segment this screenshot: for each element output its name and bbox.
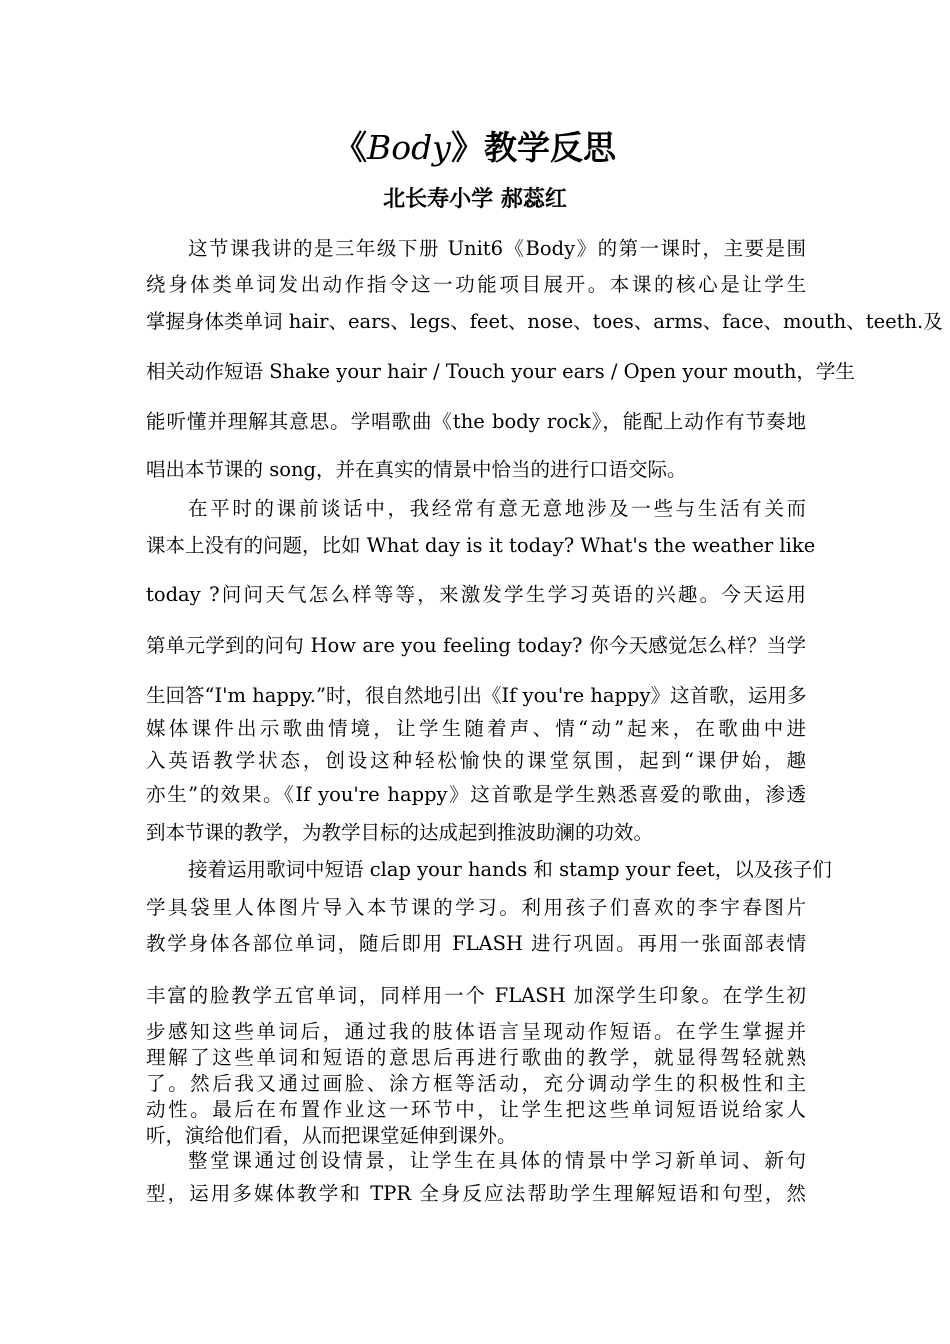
paragraph-line: 整堂课通过创设情景，让学生在具体的情景中学习新单词、新句	[188, 1149, 806, 1172]
paragraph-line: 动性。最后在布置作业这一环节中，让学生把这些单词短语说给家人	[146, 1098, 806, 1121]
paragraph-line: 了。然后我又通过画脸、涂方框等活动，充分调动学生的积极性和主	[146, 1072, 806, 1095]
paragraph-line: 理解了这些单词和短语的意思后再进行歌曲的教学，就显得驾轻就熟	[146, 1046, 806, 1069]
paragraph-line: 丰富的脸教学五官单词，同样用一个 FLASH 加深学生印象。在学生初	[146, 984, 806, 1007]
paragraph-line: 唱出本节课的 song，并在真实的情景中恰当的进行口语交际。	[146, 458, 687, 481]
paragraph-line: 到本节课的教学，为教学目标的达成起到推波助澜的功效。	[146, 821, 654, 844]
paragraph-line: 亦生”的效果。《If you're happy》这首歌是学生熟悉喜爱的歌曲，渗透	[146, 783, 806, 806]
paragraph-line: 绕身体类单词发出动作指令这一功能项目展开。本课的核心是让学生	[146, 273, 806, 296]
paragraph-line: 教学身体各部位单词，随后即用 FLASH 进行巩固。再用一张面部表情	[146, 932, 806, 955]
paragraph-line: 接着运用歌词中短语 clap your hands 和 stamp your feet，以及孩子们	[188, 858, 832, 881]
paragraph-line: 媒体课件出示歌曲情境，让学生随着声、情“动”起来，在歌曲中进	[146, 717, 806, 740]
paragraph-line: 掌握身体类单词 hair、ears、legs、feet、nose、toes、arms、face、mouth、teeth.及	[146, 310, 943, 333]
document-title: 《Body》教学反思	[334, 128, 616, 167]
paragraph-line: 在平时的课前谈话中，我经常有意无意地涉及一些与生活有关而	[188, 497, 806, 520]
paragraph-line: 能听懂并理解其意思。学唱歌曲《the body rock》，能配上动作有节奏地	[146, 410, 806, 433]
paragraph-line: 生回答“I'm happy.”时，很自然地引出《If you're happy》这首歌，运用多	[146, 684, 807, 707]
paragraph-line: 这节课我讲的是三年级下册 Unit6《Body》的第一课时，主要是围	[188, 237, 806, 260]
paragraph-line: 听，演给他们看，从而把课堂延伸到课外。	[146, 1124, 517, 1147]
paragraph-line: 相关动作短语 Shake your hair / Touch your ears / Open your mouth，学生	[146, 360, 855, 383]
paragraph-line: 课本上没有的问题，比如 What day is it today? What's the weather like	[146, 534, 816, 557]
paragraph-line: 步感知这些单词后，通过我的肢体语言呈现动作短语。在学生掌握并	[146, 1020, 806, 1043]
paragraph-line: 型，运用多媒体教学和 TPR 全身反应法帮助学生理解短语和句型，然	[146, 1182, 806, 1205]
paragraph-line: today ?问问天气怎么样等等，来激发学生学习英语的兴趣。今天运用	[146, 583, 806, 606]
paragraph-line: 学具袋里人体图片导入本节课的学习。利用孩子们喜欢的李宇春图片	[146, 896, 806, 919]
author-line: 北长寿小学 郝蕊红	[383, 187, 567, 212]
paragraph-line: 第单元学到的问句 How are you feeling today? 你今天感觉怎么样？当学	[146, 634, 806, 657]
paragraph-line: 入英语教学状态，创设这种轻松愉快的课堂氛围，起到“课伊始，趣	[146, 749, 806, 772]
